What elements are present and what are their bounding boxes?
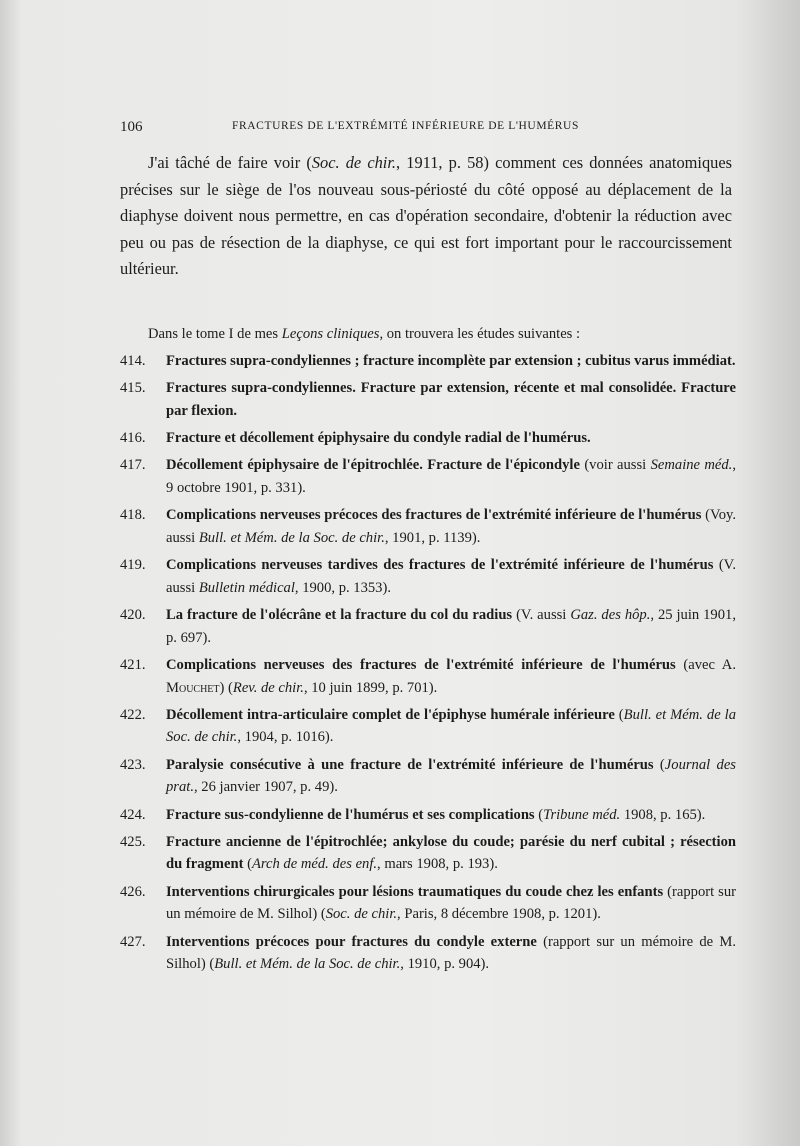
page-number: 106 [120, 119, 143, 135]
entry-text: , 1900, p. 1353). [294, 579, 391, 596]
intro-text: J'ai tâché de faire voir (Soc. de chir., 1911, p. 58) comment ces données anatomiques précises sur le siège de l'os nouveau sous-périosté du côté opposé au déplacement de la diaphyse doivent nous permettre, en cas d'opération secondaire, d'obtenir la réduction avec peu ou pas de résection de la diaphyse, ce qui est fort important pour le raccourcissement ultérieur. [120, 153, 732, 278]
journal-title: Rev. de chir. [232, 679, 304, 696]
entry-number: 426. [120, 883, 146, 900]
journal-title: Bulletin médical [198, 579, 295, 596]
entry-title: Interventions chirurgicales pour lésions traumatiques du coude chez les enfants [166, 883, 664, 900]
entry-text: , 26 janvier 1907, p. 49). [193, 779, 338, 796]
list-item [120, 350, 736, 373]
entry-number: 416. [120, 430, 146, 447]
entry-text: , 1910, p. 904). [400, 956, 490, 973]
list-item [120, 554, 736, 599]
list-item [120, 454, 736, 499]
page-header [120, 117, 740, 141]
entry-text: , 1901, p. 1139). [384, 529, 481, 546]
entry-text: (V. aussi [166, 557, 736, 596]
list-item [120, 931, 736, 976]
entry-text: (avec A. [675, 656, 736, 673]
entry-text: (Voy. aussi [166, 507, 736, 546]
entry-number: 417. [120, 457, 146, 474]
entry-number: 423. [120, 756, 146, 773]
entry-number: 418. [120, 507, 146, 524]
entry-text: ( [243, 856, 252, 873]
list-item [120, 427, 736, 450]
entry-text: ( [534, 806, 544, 823]
entry-title: Fracture ancienne de l'épitrochlée; ankylose du coude; parésie du nerf cubital ; résection du fragment [166, 833, 736, 873]
journal-title: Bull. et Mém. de la Soc. de chir. [214, 956, 401, 973]
entry-number: 419. [120, 557, 146, 574]
journal-title: Bull. et Mém. de la Soc. de chir. [198, 529, 385, 546]
entry-number: 425. [120, 833, 146, 850]
entry-title: Fractures supra-condyliennes ; fracture incomplète par extension ; cubitus varus immédiat. [166, 353, 736, 369]
list-item [120, 604, 736, 649]
journal-title: Arch de méd. des enf. [251, 856, 378, 873]
entry-text: , mars 1908, p. 193). [377, 856, 498, 873]
entry-text: (rapport sur un mémoire de M. Silhol) ( [166, 883, 736, 923]
entry-text: (rapport sur un mémoire de M. Silhol) ( [166, 933, 736, 973]
bibliography-list [120, 350, 736, 980]
entry-title: Interventions précoces pour fractures du condyle externe [166, 933, 537, 950]
citation: Soc. de chir. [311, 153, 397, 172]
entry-text: , 25 juin 1901, p. 697). [166, 607, 736, 646]
entry-text: , 10 juin 1899, p. 701). [303, 679, 438, 696]
entry-title: Fractures supra-condyliennes. Fracture par extension, récente et mal consolidée. Fracture par flexion. [166, 380, 736, 419]
entry-title: Décollement épiphysaire de l'épitrochlée. Fracture de l'épicondyle [166, 457, 580, 474]
book-title: Leçons cliniques [281, 326, 380, 342]
list-intro: Dans le tome I de mes Leçons cliniques, on trouvera les études suivantes : [148, 326, 581, 342]
entry-number: 427. [120, 933, 146, 950]
entry-number: 424. [120, 806, 146, 823]
entry-text: ( [614, 706, 624, 723]
entry-text: (voir aussi [579, 457, 651, 474]
entry-text: ) ( [219, 679, 233, 696]
list-item [120, 831, 736, 876]
list-item [120, 804, 736, 827]
entry-title: Décollement intra-articulaire complet de l'épiphyse humérale inférieure [166, 706, 615, 723]
entry-number: 422. [120, 706, 146, 723]
entry-text: (V. aussi [512, 607, 571, 624]
entry-text: 1908, p. 165). [620, 806, 706, 823]
entry-text: ( [653, 756, 665, 773]
entry-title: Paralysie consécutive à une fracture de l'extrémité inférieure de l'humérus [166, 756, 654, 773]
entry-title: Complications nerveuses des fractures de l'extrémité inférieure de l'humérus [166, 656, 676, 673]
journal-title: Gaz. des hôp. [570, 607, 651, 624]
journal-title: Journal des prat. [166, 756, 736, 796]
entry-number: 421. [120, 656, 146, 673]
entry-number: 420. [120, 607, 146, 624]
journal-title: Soc. de chir. [325, 906, 398, 923]
entry-number: 414. [120, 353, 146, 369]
entry-title: Complications nerveuses tardives des fractures de l'extrémité inférieure de l'humérus [166, 557, 714, 574]
running-title: FRACTURES DE L'EXTRÉMITÉ INFÉRIEURE DE L'HUMÉRUS [232, 120, 579, 132]
journal-title: Tribune méd. [543, 806, 621, 823]
entry-title: Complications nerveuses précoces des fractures de l'extrémité inférieure de l'humérus [166, 507, 702, 524]
entry-number: 415. [120, 380, 146, 397]
entry-title: La fracture de l'olécrâne et la fracture du col du radius [166, 607, 513, 624]
journal-title: Semaine méd. [650, 457, 733, 474]
entry-text: Mouchet [166, 679, 220, 696]
list-item [120, 654, 736, 699]
journal-title: Bull. et Mém. de la Soc. de chir. [166, 706, 736, 746]
list-item [120, 881, 736, 926]
list-item [120, 754, 736, 799]
entry-text: , Paris, 8 décembre 1908, p. 1201). [397, 906, 601, 923]
entry-text: , 1904, p. 1016). [237, 729, 334, 746]
list-item [120, 377, 736, 422]
intro-paragraph [120, 150, 732, 283]
list-item [120, 504, 736, 549]
entry-title: Fracture sus-condylienne de l'humérus et ses complications [166, 806, 535, 823]
entry-title: Fracture et décollement épiphysaire du condyle radial de l'humérus. [166, 430, 591, 447]
entry-text: , 9 octobre 1901, p. 331). [166, 457, 736, 497]
list-item [120, 704, 736, 749]
